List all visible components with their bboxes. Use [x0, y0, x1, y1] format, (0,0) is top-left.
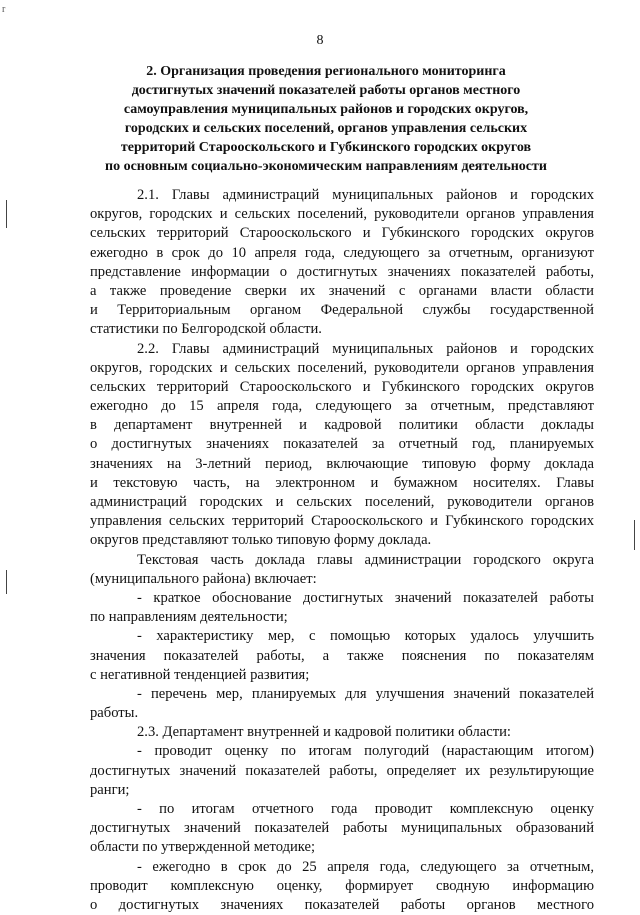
heading-line: самоуправления муниципальных районов и городских округов,	[123, 102, 529, 117]
left-margin-line	[6, 200, 7, 228]
body-text-line: - проводит оценку по итогам полугодий (нарастающим итогом)	[137, 743, 594, 760]
body-text-line: статистики по Белгородской области.	[90, 321, 322, 338]
body-text-line: с негативной тенденцией развития;	[90, 666, 310, 683]
body-text-line: администраций городских и сельских поселений, руководители органов	[90, 494, 594, 510]
heading-line: 2. Организация проведения регионального мониторинга	[146, 64, 506, 79]
heading-line: городских и сельских поселений, органов управления сельских	[124, 121, 528, 136]
body-text-line: сельских территорий Старооскольского и Губкинского городских округов	[90, 378, 594, 395]
body-text-line: достигнутых значений показателей работы муниципальных образований	[90, 820, 594, 837]
body-text-line: о достигнутых значениях показателей за отчетный год, планируемых	[90, 436, 594, 453]
page-number: 8	[316, 33, 324, 48]
body-text-line: ранги;	[90, 781, 130, 798]
body-text-line: по направлениям деятельности;	[90, 609, 288, 626]
body-text-line: а также проведение сверки их значений с органами власти области	[90, 282, 594, 299]
body-text-line: и текстовую часть, на электронном и бумажном носителях. Главы	[90, 474, 594, 491]
body-text-line: 2.2. Главы администраций муниципальных районов и городских	[137, 340, 594, 357]
left-margin-line	[6, 570, 7, 594]
body-text-line: округов представляют только типовую форму доклада.	[90, 532, 432, 549]
section-heading	[90, 62, 562, 176]
body-text-line: - ежегодно в срок до 25 апреля года, следующего за отчетным,	[137, 858, 594, 875]
body-text-line: - перечень мер, планируемых для улучшения значений показателей	[137, 685, 594, 702]
body-text-line: области по утвержденной методике;	[90, 839, 316, 856]
body-text-line: 2.3. Департамент внутренней и кадровой политики области:	[137, 724, 511, 741]
body-text-line: и Территориальным органом Федеральной службы государственной	[90, 302, 594, 319]
body-text-line: в департамент внутренней и кадровой политики области доклады	[90, 417, 594, 434]
corner-scan-mark: r	[2, 4, 6, 15]
body-text-line: работы.	[90, 705, 139, 722]
body-text-line: - характеристику мер, с помощью которых удалось улучшить	[137, 628, 594, 645]
body-text-line: (муниципального района) включает:	[90, 570, 317, 587]
body-text-line: проводит комплексную оценку, формирует сводную информацию	[90, 877, 594, 894]
body-text-line: управления сельских территорий Старооскольского и Губкинского городских	[90, 513, 594, 530]
right-margin-line	[634, 520, 635, 550]
document-body	[90, 186, 594, 915]
body-text-line: значениях на 3-летний период, включающие типовую форму доклада	[90, 455, 594, 472]
body-text-line: 2.1. Главы администраций муниципальных районов и городских	[137, 187, 594, 203]
body-text-line: - по итогам отчетного года проводит комплексную оценку	[137, 801, 594, 817]
body-text-line: сельских территорий Старооскольского и Губкинского городских округов	[90, 225, 594, 242]
body-text-line: представление информации о достигнутых значениях показателей работы,	[90, 263, 594, 280]
heading-line: по основным социально-экономическим направлениям деятельности	[105, 159, 547, 174]
body-text-line: ежегодно в срок до 10 апреля года, следующего за отчетным, организуют	[90, 244, 594, 261]
body-text-line: значения показателей работы, а также пояснения по показателям	[90, 647, 594, 664]
body-text-line: ежегодно до 15 апреля года, следующего за отчетным, представляют	[90, 398, 594, 415]
heading-line: достигнутых значений показателей работы органов местного	[131, 83, 521, 98]
body-text-line: - краткое обоснование достигнутых значений показателей работы	[137, 589, 594, 606]
body-text-line: Текстовая часть доклада главы администрации городского округа	[137, 551, 594, 568]
body-text-line: достигнутых значений показателей работы, определяет их результирующие	[90, 762, 594, 779]
body-text-line: округов, городских и сельских поселений, руководители органов управления	[90, 206, 594, 223]
body-text-line: округов, городских и сельских поселений, руководители органов управления	[90, 359, 594, 376]
body-text-line: о достигнутых значениях показателей работы органов местного	[90, 896, 594, 913]
heading-line: территорий Старооскольского и Губкинского городских округов	[120, 140, 532, 155]
